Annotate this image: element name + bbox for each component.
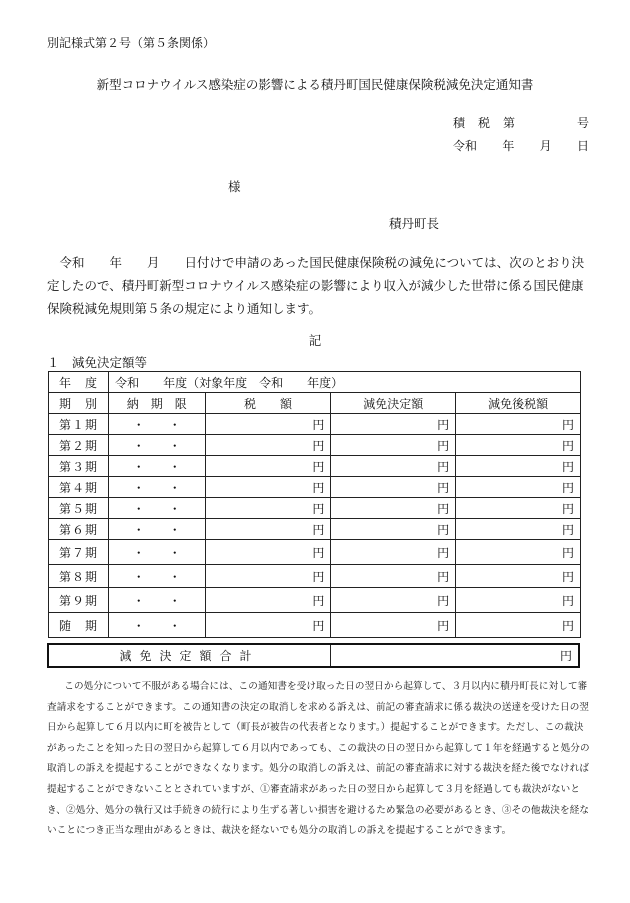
after-tax-cell: 円 xyxy=(456,498,581,519)
due-date-cell: ・ ・ xyxy=(109,613,205,638)
reduction-amount-cell: 円 xyxy=(331,565,456,588)
period-cell: 第７期 xyxy=(49,540,109,565)
reduction-amount-cell: 円 xyxy=(331,613,456,638)
tax-amount-cell: 円 xyxy=(205,613,331,638)
header-period: 期 別 xyxy=(49,393,109,414)
after-tax-cell: 円 xyxy=(456,414,581,435)
due-date-cell: ・ ・ xyxy=(109,477,205,498)
after-tax-cell: 円 xyxy=(456,477,581,498)
table-row xyxy=(49,456,581,477)
total-value: 円 xyxy=(559,649,572,663)
issuer: 積丹町長 xyxy=(389,216,440,231)
table-row xyxy=(49,613,581,638)
section-heading: １ 減免決定額等 xyxy=(47,355,148,370)
table-row xyxy=(49,588,581,613)
due-date-cell: ・ ・ xyxy=(109,435,205,456)
reference-block xyxy=(453,114,589,160)
reduction-amount-cell: 円 xyxy=(331,456,456,477)
due-date-cell: ・ ・ xyxy=(109,414,205,435)
due-date-cell: ・ ・ xyxy=(109,519,205,540)
tax-amount-cell: 円 xyxy=(205,456,331,477)
ref-char: 税 xyxy=(478,116,491,130)
reduction-amount-cell: 円 xyxy=(331,588,456,613)
year-label: 年 度 xyxy=(49,372,109,393)
document-title: 新型コロナウイルス感染症の影響による積丹町国民健康保険税減免決定通知書 xyxy=(96,77,534,92)
period-cell: 第５期 xyxy=(49,498,109,519)
tax-amount-cell: 円 xyxy=(205,498,331,519)
after-tax-cell: 円 xyxy=(456,588,581,613)
body-text: 令和 年 月 日付けで申請のあった国民健康保険税の減免については、次のとおり決定したので、積丹町新型コロナウイルス感染症の影響により収入が減少した世帯に係る国民健康保険税減免規則第５条の規定により通知します。 xyxy=(47,255,585,316)
appeal-notice xyxy=(47,677,592,842)
after-tax-cell: 円 xyxy=(456,565,581,588)
table-row xyxy=(49,435,581,456)
table-row xyxy=(49,498,581,519)
tax-amount-cell: 円 xyxy=(205,540,331,565)
period-cell: 第２期 xyxy=(49,435,109,456)
tax-amount-cell: 円 xyxy=(205,519,331,540)
due-date-cell: ・ ・ xyxy=(109,456,205,477)
due-date-cell: ・ ・ xyxy=(109,588,205,613)
period-cell: 第８期 xyxy=(49,565,109,588)
ki-heading: 記 xyxy=(308,333,322,348)
ref-char: 積 xyxy=(453,116,466,130)
due-date-cell: ・ ・ xyxy=(109,565,205,588)
period-cell: 第３期 xyxy=(49,456,109,477)
body-paragraph xyxy=(47,251,592,320)
reduction-amount-cell: 円 xyxy=(331,435,456,456)
after-tax-cell: 円 xyxy=(456,435,581,456)
tax-amount-cell: 円 xyxy=(205,435,331,456)
date-year: 年 xyxy=(502,139,515,153)
reduction-amount-cell: 円 xyxy=(331,519,456,540)
period-cell: 第１期 xyxy=(49,414,109,435)
tax-amount-cell: 円 xyxy=(205,565,331,588)
due-date-cell: ・ ・ xyxy=(109,540,205,565)
reference-date-line xyxy=(453,137,589,154)
notice-text: この処分について不服がある場合には、この通知書を受け取った日の翌日から起算して、３月以内に積丹町長に対して審査請求をすることができます。この通知書の決定の取消しを求める訴えは、前記の審査請求に係る裁決の送達を受けた日の翌日から起算して６月以内に町を被告として（町長が被告の代表者となります。）提起することができます。ただし、この裁決があったことを知った日の翌日から起算して６月以内であっても、この裁決の日の翌日から起算して１年を経過すると処分の取消しの訴えを提起することができなくなります。処分の取消しの訴えは、前記の審査請求に対する裁決を経た後でなければ提起することができないこととされていますが、①審査請求があった日の翌日から起算して３月を経過しても裁決がないとき、②処分、処分の執行又は手続きの続行により生ずる著しい損害を避けるため緊急の必要があるとき、③その他裁決を経ないことにつき正当な理由があるときは、裁決を経ないでも処分の取消しの訴えを提起することができます。 xyxy=(47,681,590,837)
year-row xyxy=(49,372,581,393)
date-month: 月 xyxy=(539,139,552,153)
ref-number-blank xyxy=(528,114,564,131)
ref-char: 第 xyxy=(503,116,516,130)
after-tax-cell: 円 xyxy=(456,519,581,540)
reduction-amount-cell: 円 xyxy=(331,540,456,565)
period-cell: 随 期 xyxy=(49,613,109,638)
tax-amount-cell: 円 xyxy=(205,414,331,435)
table-row xyxy=(49,519,581,540)
table-row xyxy=(49,565,581,588)
year-value: 令和 年度（対象年度 令和 年度） xyxy=(109,372,581,393)
tax-amount-cell: 円 xyxy=(205,588,331,613)
period-cell: 第９期 xyxy=(49,588,109,613)
header-tax-amount: 税 額 xyxy=(205,393,331,414)
date-day: 日 xyxy=(576,139,589,153)
after-tax-cell: 円 xyxy=(456,456,581,477)
ref-char: 号 xyxy=(576,116,589,130)
total-label: 減免決定額合計 xyxy=(49,645,331,666)
tax-amount-cell: 円 xyxy=(205,477,331,498)
addressee: 様 xyxy=(228,179,241,194)
header-after-tax: 減免後税額 xyxy=(456,393,581,414)
reduction-amount-cell: 円 xyxy=(331,477,456,498)
reduction-amount-cell: 円 xyxy=(331,498,456,519)
period-cell: 第４期 xyxy=(49,477,109,498)
due-date-cell: ・ ・ xyxy=(109,498,205,519)
reference-number-line xyxy=(453,114,589,131)
table-row xyxy=(49,477,581,498)
header-reduction-amount: 減免決定額 xyxy=(331,393,456,414)
after-tax-cell: 円 xyxy=(456,540,581,565)
reduction-amount-cell: 円 xyxy=(331,414,456,435)
header-row xyxy=(49,393,581,414)
period-cell: 第６期 xyxy=(49,519,109,540)
table-row xyxy=(49,414,581,435)
reduction-table xyxy=(48,371,581,638)
form-number: 別記様式第２号（第５条関係） xyxy=(47,36,216,50)
total-row xyxy=(47,643,580,668)
after-tax-cell: 円 xyxy=(456,613,581,638)
header-due-date: 納 期 限 xyxy=(109,393,205,414)
table-row xyxy=(49,540,581,565)
date-era: 令和 xyxy=(453,139,478,153)
